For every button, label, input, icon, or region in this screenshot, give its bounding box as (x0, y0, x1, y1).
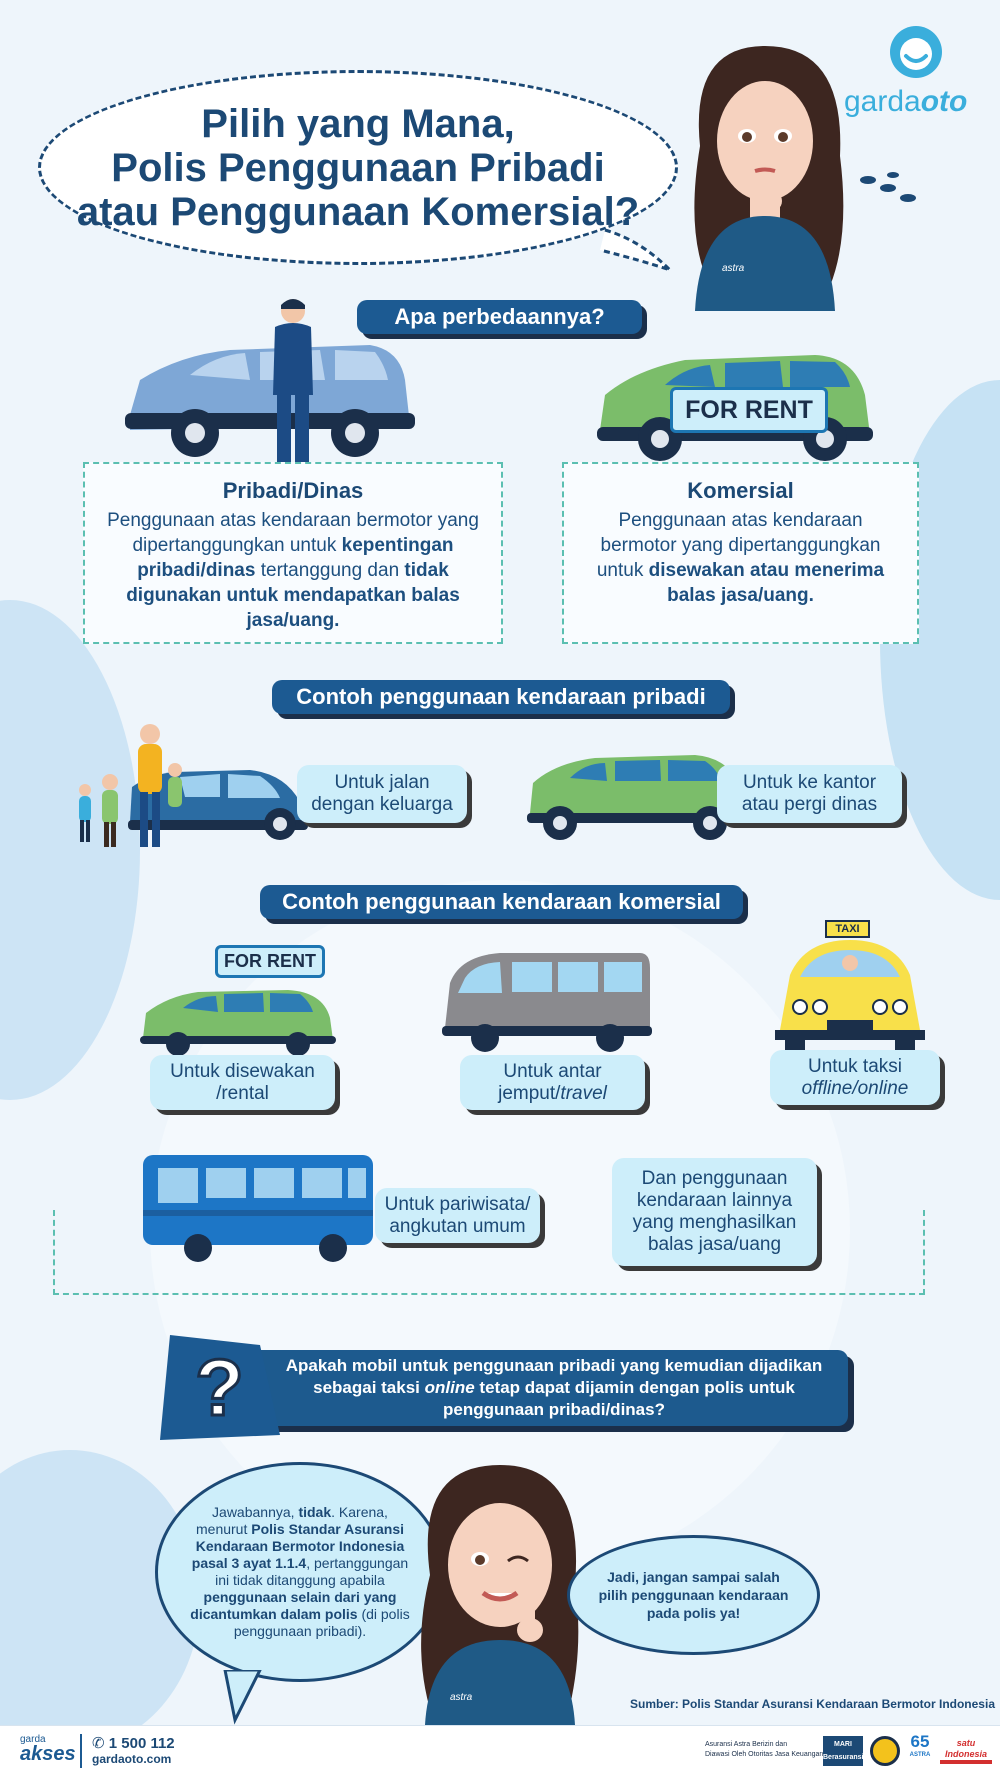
rental-line-2: /rental (216, 1082, 269, 1104)
taxi-line-2: offline/online (801, 1077, 909, 1099)
question-text-b: tetap dapat dijamin dengan polis untuk penggunaan pribadi/dinas? (443, 1378, 795, 1419)
pribadi-description (101, 508, 485, 633)
other-line-4: balas jasa/uang (647, 1234, 782, 1255)
tag-other-commercial (612, 1158, 817, 1266)
bg-blob (0, 600, 140, 1100)
office-trip-line-2: atau pergi dinas (741, 794, 878, 815)
brand-name-garda: garda (844, 85, 921, 118)
astra-65-number: 65 (910, 1732, 930, 1751)
page-title (77, 102, 639, 234)
tag-rental (150, 1055, 335, 1110)
answer-text-d: (di polis penggunaan pribadi). (233, 1606, 410, 1639)
pribadi-title: Pribadi/Dinas (222, 478, 364, 503)
title-line-1: Pilih yang Mana, (201, 101, 515, 146)
advice-text: Jadi, jangan sampai salah pilih penggunaan kendaraan pada polis ya! (598, 1569, 789, 1621)
pribadi-bold-b: tidak digunakan untuk mendapatkan balas jasa/uang. (126, 560, 460, 631)
van-illustration (440, 948, 655, 1058)
source-text: Sumber: Polis Standar Asuransi Kendaraan Bermotor Indonesia (630, 1697, 995, 1711)
komersial-text-a: Penggunaan atas kendaraan bermotor yang dipertanggungkan untuk (596, 510, 881, 581)
satu-indonesia-logo: satu Indonesia (940, 1738, 992, 1764)
ojk-badge-icon (870, 1736, 900, 1766)
answer-bold-c: penggunaan selain dari yang dicantumkan dalam polis (190, 1589, 397, 1622)
for-rent-sign-small (215, 945, 325, 978)
businessman-illustration (265, 295, 325, 475)
for-rent-sign-small-text: FOR RENT (224, 951, 316, 971)
tag-travel (460, 1055, 645, 1110)
mari-berasuransi-logo: MARI Berasuransi (823, 1736, 863, 1766)
question-text-italic: online (424, 1378, 475, 1397)
definition-box-komersial (562, 462, 919, 644)
answer-text-c: , pertanggungan ini tidak ditanggung apabila (215, 1555, 409, 1588)
taxi-illustration (765, 935, 935, 1055)
section-heading-private-examples (272, 680, 730, 714)
uniform-logo: astra (722, 263, 745, 274)
answer-text-b: . Karena, menurut (196, 1504, 388, 1537)
footer-site[interactable]: gardaoto.com (92, 1752, 172, 1766)
family-trip-line-1: Untuk jalan (334, 772, 430, 793)
bus-line-2: angkutan umum (389, 1215, 526, 1237)
pribadi-text-b: tertanggung dan (255, 560, 405, 581)
other-line-3: yang menghasilkan (632, 1212, 797, 1233)
title-line-3: atau Penggunaan Komersial? (76, 189, 640, 234)
section-heading-private-text: Contoh penggunaan kendaraan pribadi (296, 684, 706, 709)
title-line-2: Polis Penggunaan Pribadi (111, 145, 605, 190)
other-line-1: Dan penggunaan (641, 1168, 788, 1189)
section-heading-commercial-text: Contoh penggunaan kendaraan komersial (282, 889, 721, 914)
brand-name-oto: oto (920, 85, 968, 118)
komersial-description (594, 508, 887, 608)
office-trip-line-1: Untuk ke kantor (742, 772, 877, 793)
komersial-title: Komersial (687, 478, 794, 503)
answer-bold-b: Polis Standar Asuransi Kendaraan Bermotor Indonesia pasal 3 ayat 1.1.4 (191, 1521, 405, 1571)
decor-dots (858, 170, 928, 210)
brand-logo (838, 24, 978, 118)
question-text-a: Apakah mobil untuk penggunaan pribadi yang kemudian dijadikan sebagai taksi (285, 1356, 823, 1397)
pribadi-bold-a: kepentingan pribadi/dinas (137, 535, 454, 581)
answer-text (186, 1504, 414, 1640)
travel-line-2a: jemput/ (498, 1082, 561, 1104)
footer-divider (80, 1734, 82, 1768)
garda-akses-text: akses (20, 1743, 76, 1765)
svg-text:?: ? (195, 1343, 244, 1432)
for-rent-sign (670, 387, 828, 433)
komersial-bold-a: disewakan atau menerima balas jasa/uang. (648, 560, 885, 606)
woman-thinking-illustration (680, 36, 850, 311)
legal-line-1: Asuransi Astra Berizin dan (705, 1741, 788, 1748)
other-line-2: kendaraan lainnya (636, 1190, 793, 1211)
taxi-line-1: Untuk taksi (808, 1055, 902, 1077)
footer-legal (705, 1740, 823, 1760)
legal-line-2: Diawasi Oleh Otoritas Jasa Keuangan (705, 1751, 824, 1758)
tag-family-trip (297, 765, 467, 823)
bus-line-1: Untuk pariwisata/ (384, 1193, 531, 1215)
answer-text-a: Jawabannya, (212, 1504, 299, 1520)
rental-car-small-illustration (138, 978, 338, 1058)
advice-bubble (567, 1535, 820, 1655)
for-rent-sign-text: FOR RENT (685, 395, 813, 424)
question-text (280, 1355, 828, 1421)
tag-taxi (770, 1050, 940, 1105)
astra-65-logo (905, 1732, 935, 1758)
bus-illustration (138, 1150, 378, 1265)
phone-icon: ✆ (92, 1735, 105, 1752)
definition-box-pribadi (83, 462, 503, 644)
question-mark-icon (140, 1325, 290, 1450)
footer (0, 1725, 1000, 1775)
footer-phone: 1 500 112 (108, 1735, 175, 1752)
bubble-tail (600, 210, 680, 280)
tag-office-trip (717, 765, 902, 823)
section-heading-difference-text: Apa perbedaannya? (394, 304, 605, 329)
pribadi-text-a: Penggunaan atas kendaraan bermotor yang dipertanggungkan untuk (107, 510, 479, 556)
garda-akses-logo (20, 1734, 76, 1766)
family-trip-line-2: dengan keluarga (311, 794, 453, 815)
astra-65-sub: ASTRA (909, 1752, 931, 1758)
section-heading-commercial-examples (260, 885, 743, 919)
smiley-logo-icon (838, 24, 978, 84)
garda-akses-small: garda (20, 1734, 46, 1745)
source-note (605, 1697, 995, 1711)
uniform-logo-bottom: astra (450, 1692, 473, 1703)
answer-bubble-tail (220, 1670, 280, 1725)
taxi-sign-text: TAXI (835, 923, 860, 935)
tag-public-transport (375, 1188, 540, 1243)
footer-contact (92, 1734, 175, 1766)
family-car-illustration (70, 722, 310, 847)
answer-bold-a: tidak (298, 1504, 332, 1520)
travel-line-2b: travel (560, 1082, 607, 1104)
answer-bubble (155, 1462, 445, 1682)
question-bar (240, 1350, 848, 1426)
rental-line-1: Untuk disewakan (170, 1060, 315, 1082)
title-bubble (38, 70, 678, 265)
travel-line-1: Untuk antar (503, 1060, 602, 1082)
